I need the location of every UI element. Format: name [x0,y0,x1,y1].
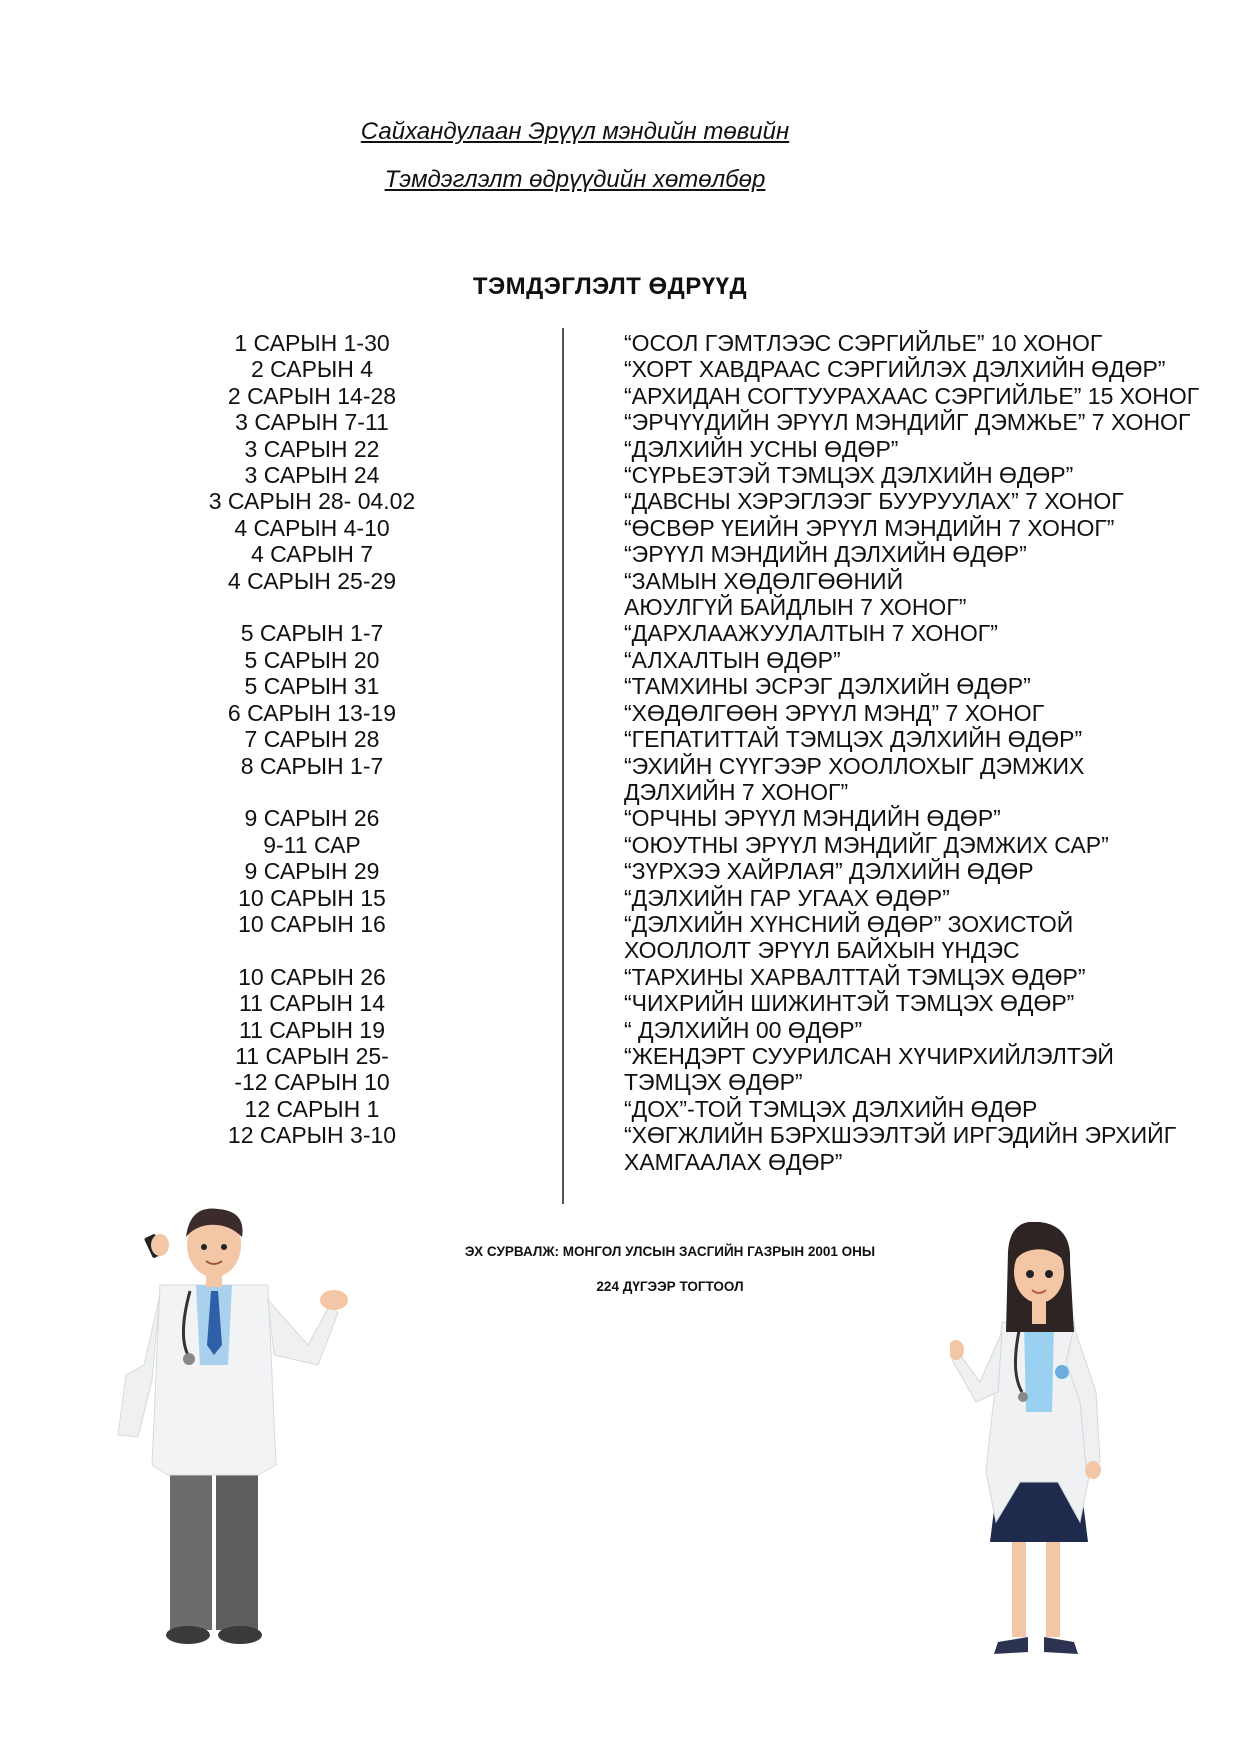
event-name: “ЗҮРХЭЭ ХАЙРЛАЯ” ДЭЛХИЙН ӨДӨР [624,858,1034,885]
event-name: “ХОРТ ХАВДРААС СЭРГИЙЛЭХ ДЭЛХИЙН ӨДӨР” [624,356,1166,383]
event-row [0,462,1241,488]
event-date: 10 САРЫН 26 [238,963,386,990]
event-date: 4 САРЫН 25-29 [227,567,397,594]
event-name: “ОСОЛ ГЭМТЛЭЭС СЭРГИЙЛЬЕ” 10 ХОНОГ [624,330,1103,356]
event-name: “АРХИДАН СОГТУУРАХААС СЭРГИЙЛЬЕ” 15 ХОНОГ [624,382,1200,409]
event-row [0,568,1241,621]
event-name: “ЭРҮҮЛ МЭНДИЙН ДЭЛХИЙН ӨДӨР” [624,541,1027,568]
event-name: “ТАМХИНЫ ЭСРЭГ ДЭЛХИЙН ӨДӨР” [624,673,1031,700]
event-row [0,805,1241,831]
source-line-1: ЭХ СУРВАЛЖ: МОНГОЛ УЛСЫН ЗАСГИЙН ГАЗРЫН 2001 ОНЫ [464,1244,876,1259]
event-name: “АЛХАЛТЫН ӨДӨР” [624,646,841,673]
event-row [0,964,1241,990]
event-row [0,885,1241,911]
event-row [0,515,1241,541]
event-row [0,356,1241,382]
event-date: 3 САРЫН 7-11 [235,409,389,436]
event-date: 11 САРЫН 19 [239,1016,385,1043]
source-line-2: 224 ДҮГЭЭР ТОГТООЛ [596,1279,744,1294]
event-date: 6 САРЫН 13-19 [227,699,397,726]
event-row [0,409,1241,435]
event-row [0,383,1241,409]
event-date: 11 САРЫН 25- -12 САРЫН 10 [234,1042,390,1096]
event-name: “ДАВСНЫ ХЭРЭГЛЭЭГ БУУРУУЛАХ” 7 ХОНОГ [624,488,1124,515]
page-title: ТЭМДЭГЛЭЛТ ӨДРҮҮД [472,273,748,300]
event-name: “ЖЕНДЭРТ СУУРИЛСАН ХҮЧИРХИЙЛЭЛТЭЙ ТЭМЦЭХ ӨДӨР” [624,1042,1114,1096]
event-name: “ДАРХЛААЖУУЛАЛТЫН 7 ХОНОГ” [624,620,998,647]
event-date: 2 САРЫН 14-28 [227,382,397,409]
event-name: “ДЭЛХИЙН УСНЫ ӨДӨР” [624,435,899,462]
event-row [0,700,1241,726]
event-name: “ӨСВӨР ҮЕИЙН ЭРҮҮЛ МЭНДИЙН 7 ХОНОГ” [624,514,1115,541]
event-name: “ДОХ”-ТОЙ ТЭМЦЭХ ДЭЛХИЙН ӨДӨР [624,1095,1038,1122]
event-name: “ГЕПАТИТТАЙ ТЭМЦЭХ ДЭЛХИЙН ӨДӨР” [624,726,1083,753]
event-date: 10 САРЫН 16 [238,910,386,937]
event-name: “ХӨГЖЛИЙН БЭРХШЭЭЛТЭЙ ИРГЭДИЙН ЭРХИЙГ ХАМГААЛАХ ӨДӨР” [624,1122,1177,1175]
event-name: “ОЮУТНЫ ЭРҮҮЛ МЭНДИЙГ ДЭМЖИХ САР” [624,831,1109,858]
header-line-1: Сайхандулаан Эрүүл мэндийн төвийн [360,118,790,145]
event-name: “ЭРЧҮҮДИЙН ЭРҮҮЛ МЭНДИЙГ ДЭМЖЬЕ” 7 ХОНОГ [624,409,1191,436]
event-name: “ЭХИЙН СҮҮГЭЭР ХООЛЛОХЫГ ДЭМЖИХ ДЭЛХИЙН 7 ХОНОГ” [624,752,1085,805]
female-doctor-icon [950,1222,1125,1667]
event-row [0,911,1241,964]
event-name: “ОРЧНЫ ЭРҮҮЛ МЭНДИЙН ӨДӨР” [624,805,1001,832]
event-row [0,541,1241,567]
event-name: “ТАРХИНЫ ХАРВАЛТТАЙ ТЭМЦЭХ ӨДӨР” [624,963,1086,990]
event-date: 12 САРЫН 3-10 [227,1122,397,1149]
events-list [0,330,1241,1175]
event-date: 12 САРЫН 1 [244,1095,380,1122]
event-row [0,990,1241,1016]
event-date: 9 САРЫН 26 [244,805,380,832]
event-date: 9 САРЫН 29 [244,858,380,885]
event-row [0,673,1241,699]
event-row [0,436,1241,462]
event-row [0,753,1241,806]
event-name: “ДЭЛХИЙН ГАР УГААХ ӨДӨР” [624,884,950,911]
event-row [0,1043,1241,1096]
event-date: 5 САРЫН 1-7 [240,620,384,647]
event-date: 5 САРЫН 31 [244,673,380,700]
event-date: 1 САРЫН 1-30 [234,330,390,356]
event-row [0,726,1241,752]
event-row [0,330,1241,356]
event-date: 2 САРЫН 4 [250,356,374,383]
header-line-2: Тэмдэглэлт өдрүүдийн хөтөлбөр [384,166,766,193]
event-date: 9-11 САР [263,831,361,858]
event-name: “ДЭЛХИЙН ХҮНСНИЙ ӨДӨР” ЗОХИСТОЙ ХООЛЛОЛТ ЭРҮҮЛ БАЙХЫН ҮНДЭС [624,910,1074,964]
event-name: “ЗАМЫН ХӨДӨЛГӨӨНИЙ АЮУЛГҮЙ БАЙДЛЫН 7 ХОНОГ” [624,567,967,621]
event-date: 4 САРЫН 4-10 [234,514,390,541]
event-row [0,647,1241,673]
event-date: 5 САРЫН 20 [244,646,380,673]
event-row [0,620,1241,646]
event-date: 8 САРЫН 1-7 [240,752,384,779]
event-row [0,1017,1241,1043]
event-row [0,1122,1241,1175]
event-name: “ ДЭЛХИЙН 00 ӨДӨР” [624,1016,863,1043]
event-date: 10 САРЫН 15 [238,884,386,911]
event-date: 3 САРЫН 24 [244,462,380,489]
event-row [0,858,1241,884]
event-name: “СҮРЬЕЭТЭЙ ТЭМЦЭХ ДЭЛХИЙН ӨДӨР” [624,462,1074,489]
event-date: 11 САРЫН 14 [239,990,385,1017]
event-date: 4 САРЫН 7 [250,541,374,568]
event-name: “ХӨДӨЛГӨӨН ЭРҮҮЛ МЭНД” 7 ХОНОГ [624,699,1045,726]
event-date: 7 САРЫН 28 [244,726,380,753]
event-date: 3 САРЫН 28- 04.02 [208,488,416,515]
male-doctor-icon [108,1205,378,1645]
event-row [0,1096,1241,1122]
event-name: “ЧИХРИЙН ШИЖИНТЭЙ ТЭМЦЭХ ӨДӨР” [624,990,1075,1017]
event-date: 3 САРЫН 22 [244,435,380,462]
event-row [0,832,1241,858]
event-row [0,488,1241,514]
